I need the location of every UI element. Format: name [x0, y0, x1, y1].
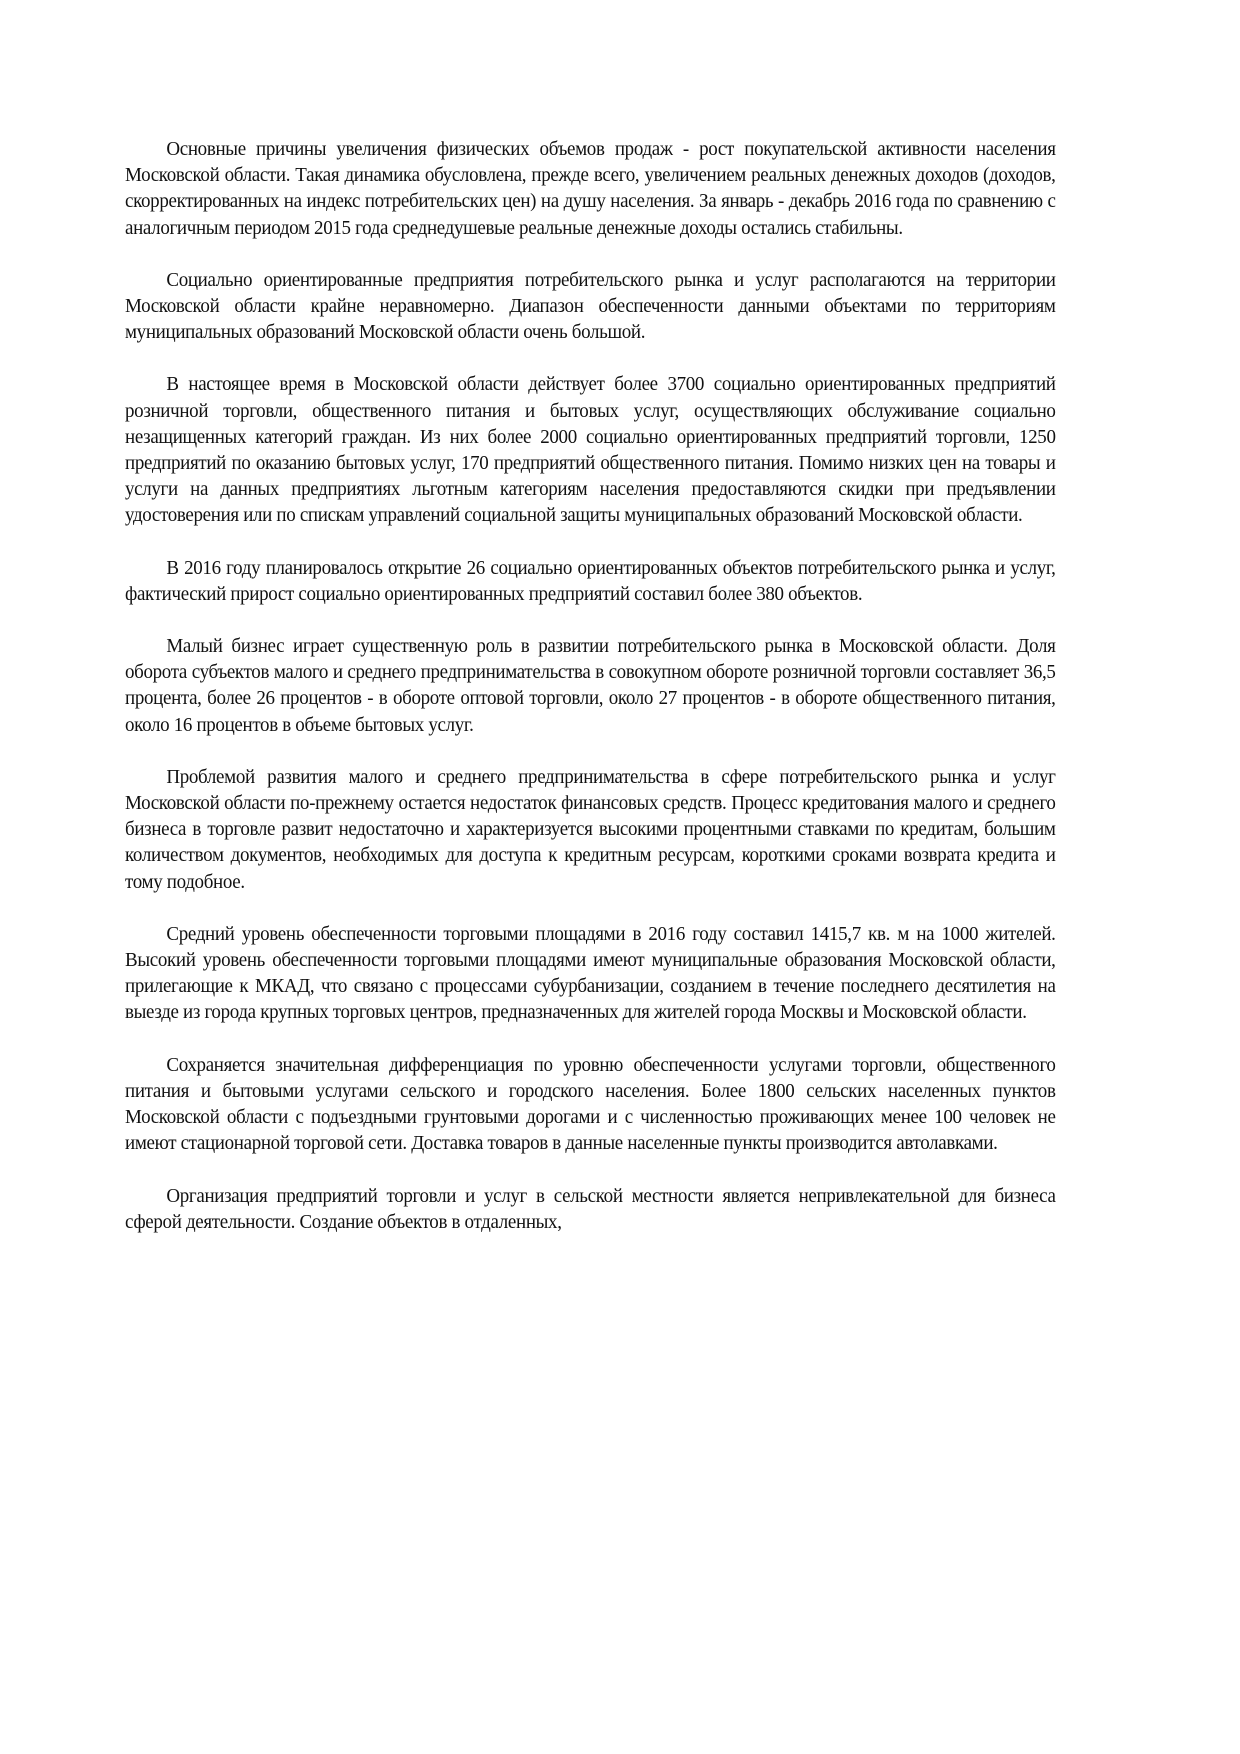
document-page — [125, 136, 1056, 1261]
paragraph-social-enterprises-distribution: Социально ориентированные предприятия потребительского рынка и услуг располагаются на территории Московской области крайне неравномерно. Диапазон обеспеченности данными объектами по территориям муниципальных образований Московской области очень большой. — [125, 268, 1056, 344]
paragraph-2016-openings: В 2016 году планировалось открытие 26 социально ориентированных объектов потребительского рынка и услуг, фактический прирост социально ориентированных предприятий составил более 380 объектов. — [125, 556, 1056, 605]
paragraph-rural-differentiation: Сохраняется значительная дифференциация по уровню обеспеченности услугами торговли, общественного питания и бытовыми услугами сельского и городского населения. Более 1800 сельских населенных пунктов Московской области с подъездными грунтовыми дорогами и с численностью проживающих менее 100 человек не имеют стационарной торговой сети. Доставка товаров в данные населенные пункты производится автолавками. — [125, 1053, 1056, 1155]
paragraph-sales-growth: Основные причины увеличения физических объемов продаж - рост покупательской активности населения Московской области. Такая динамика обусловлена, прежде всего, увеличением реальных денежных доходов (доходов, скорректированных на индекс потребительских цен) на душу населения. За январь - декабрь 2016 года по сравнению с аналогичным периодом 2015 года среднедушевые реальные денежные доходы остались стабильны. — [125, 138, 1056, 239]
paragraph-social-enterprises-count: В настоящее время в Московской области действует более 3700 социально ориентированных предприятий розничной торговли, общественного питания и бытовых услуг, осуществляющих обслуживание социально незащищенных категорий граждан. Из них более 2000 социально ориентированных предприятий торговли, 1250 предприятий по оказанию бытовых услуг, 170 предприятий общественного питания. Помимо низких цен на товары и услуги на данных предприятиях льготным категориям населения предоставляются скидки при предъявлении удостоверения или по спискам управлений социальной защиты муниципальных образований Московской области. — [125, 373, 1056, 527]
paragraph-rural-organization: Организация предприятий торговли и услуг в сельской местности является непривлекательной для бизнеса сферой деятельности. Создание объектов в отдаленных, — [125, 1184, 1056, 1233]
paragraph-retail-space: Средний уровень обеспеченности торговыми площадями в 2016 году составил 1415,7 кв. м на 1000 жителей. Высокий уровень обеспеченности торговыми площадями имеют муниципальные образования Московской области, прилегающие к МКАД, что связано с процессами субурбанизации, созданием в течение последнего десятилетия на выезде из города крупных торговых центров, предназначенных для жителей города Москвы и Московской области. — [125, 922, 1056, 1024]
paragraph-small-business: Малый бизнес играет существенную роль в развитии потребительского рынка в Московской области. Доля оборота субъектов малого и среднего предпринимательства в совокупном обороте розничной торговли составляет 36,5 процента, более 26 процентов - в обороте оптовой торговли, около 27 процентов - в обороте общественного питания, около 16 процентов в объеме бытовых услуг. — [125, 635, 1056, 736]
paragraph-financing-problem: Проблемой развития малого и среднего предпринимательства в сфере потребительского рынка и услуг Московской области по-прежнему остается недостаток финансовых средств. Процесс кредитования малого и среднего бизнеса в торговле развит недостаточно и характеризуется высокими процентными ставками по кредитам, большим количеством документов, необходимых для доступа к кредитным ресурсам, короткими сроками возврата кредита и тому подобное. — [125, 765, 1056, 893]
